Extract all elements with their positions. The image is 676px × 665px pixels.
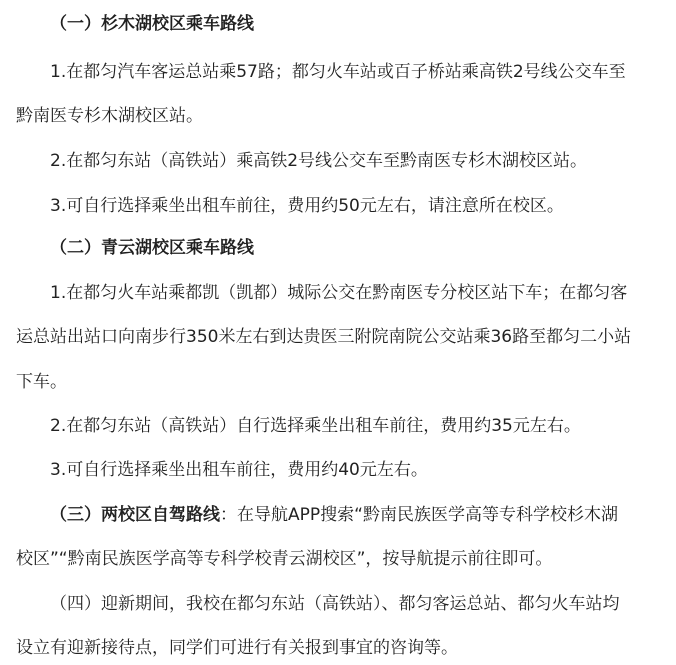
section3-text-line1: ：在导航APP搜索“黔南民族医学高等专科学校杉木湖 (220, 505, 618, 525)
section1-item1-line1: 1.在都匀汽车客运总站乘57路；都匀火车站或百子桥站乘高铁2号线公交车至 (50, 62, 626, 82)
section1-item2: 2.在都匀东站（高铁站）乘高铁2号线公交车至黔南医专杉木湖校区站。 (50, 151, 588, 171)
section3-text-line2: 校区”“黔南民族医学高等专科学校青云湖校区”，按导航提示前往即可。 (16, 549, 553, 569)
section2-item1-line1: 1.在都匀火车站乘都凯（凯都）城际公交在黔南医专分校区站下车；在都匀客 (50, 283, 628, 303)
section3-heading: （三）两校区自驾路线 (50, 505, 220, 525)
section2-item1-line2: 运总站出站口向南步行350米左右到达贵医三附院南院公交站乘36路至都匀二小站 (16, 327, 632, 347)
section2-heading: （二）青云湖校区乘车路线 (50, 238, 254, 258)
section3-paragraph-line1 (50, 504, 660, 526)
section2-item1-line3: 下车。 (16, 372, 67, 392)
section1-item3: 3.可自行选择乘坐出租车前往，费用约50元左右，请注意所在校区。 (50, 196, 564, 216)
section2-item2: 2.在都匀东站（高铁站）自行选择乘坐出租车前往，费用约35元左右。 (50, 416, 581, 436)
section2-item3: 3.可自行选择乘坐出租车前往，费用约40元左右。 (50, 460, 428, 480)
section1-item1-line2: 黔南医专杉木湖校区站。 (16, 106, 203, 126)
section4-line1: （四）迎新期间，我校在都匀东站（高铁站）、都匀客运总站、都匀火车站均 (50, 594, 620, 614)
section4-line2: 设立有迎新接待点，同学们可进行有关报到事宜的咨询等。 (16, 638, 458, 658)
section1-heading: （一）杉木湖校区乘车路线 (50, 14, 254, 34)
